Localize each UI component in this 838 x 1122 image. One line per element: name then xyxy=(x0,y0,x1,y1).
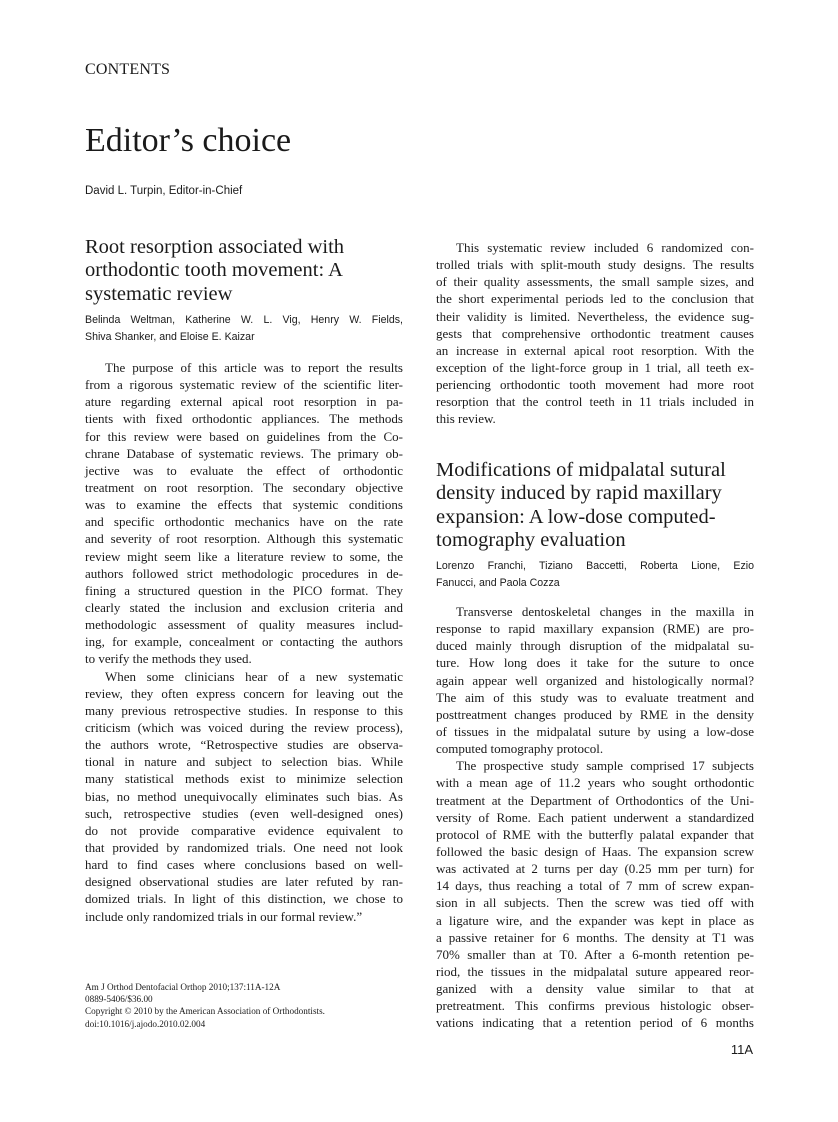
text-line: tients with fixed orthodontic appliances. The methods xyxy=(85,411,403,427)
title-line: Root resorption associated with xyxy=(85,236,345,258)
text-line: posttreatment changes produced by RME in the density xyxy=(436,706,754,722)
text-line: do not provide comparative evidence equivalent to xyxy=(85,822,403,838)
text-line: ganized with a density value similar to that at xyxy=(436,981,754,997)
text-line: chrane Database of systematic reviews. The primary ob- xyxy=(85,445,403,461)
article1-body-right xyxy=(436,239,754,428)
paragraph xyxy=(436,757,754,1031)
text-line: The aim of this study was to evaluate treatment and xyxy=(436,689,754,705)
footer-line: Copyright © 2010 by the American Association of Orthodontists. xyxy=(85,1006,325,1017)
text-line: The prospective study sample comprised 17 subjects xyxy=(456,758,754,774)
text-line: ature regarding external apical root resorption in pa- xyxy=(85,394,403,410)
text-line: include only randomized trials in our formal review.” xyxy=(85,908,363,924)
text-line: computed tomography protocol. xyxy=(436,741,604,757)
text-line: riod, the tissues in the midpalatal suture appeared reor- xyxy=(436,963,754,979)
text-line: again appear well organized and histologically normal? xyxy=(436,672,754,688)
paragraph xyxy=(85,668,403,925)
text-line: response to rapid maxillary expansion (RME) are pro- xyxy=(436,621,754,637)
text-line: Transverse dentoskeletal changes in the maxilla in xyxy=(456,604,754,619)
paragraph xyxy=(85,359,403,668)
text-line: and specific orthodontic mechanics have on the rate xyxy=(85,514,403,530)
text-line: of their quality assessments, the small sample sizes, and xyxy=(436,274,754,290)
text-line: 14 days, thus reaching a total of 7 mm of screw expan- xyxy=(436,878,754,894)
text-line: versity of Rome. Each patient underwent a standardized xyxy=(436,809,754,825)
title-line: expansion: A low-dose computed- xyxy=(436,505,716,528)
text-line: ing, for example, concealment or contacting the authors xyxy=(85,634,403,650)
text-line: was activated at 2 turns per day (0.25 mm per turn) for xyxy=(436,861,754,877)
title-line: tomography evaluation xyxy=(436,528,626,551)
title-line: systematic review xyxy=(85,282,233,305)
text-line: clearly stated the inclusion and exclusion criteria and xyxy=(85,599,403,615)
text-line: many statistical methods exist to minimize selection xyxy=(85,771,403,787)
text-line: the short experimental periods led to the conclusion that xyxy=(436,291,754,307)
article1-title xyxy=(85,236,403,306)
text-line: with a mean age of 11.2 years who sought orthodontic xyxy=(436,775,754,791)
text-line: pretreatment. This confirms previous histologic obser- xyxy=(436,998,754,1014)
author-line: Fanucci, and Paola Cozza xyxy=(436,577,560,589)
text-line: exception of the light-force group in 1 trial, all teeth ex- xyxy=(436,359,754,375)
author-line: Shiva Shanker, and Eloise E. Kaizar xyxy=(85,331,255,343)
article2-authors xyxy=(436,558,754,592)
text-line: sion in all subjects. Then the screw was tied off with xyxy=(436,895,754,911)
text-line: designed observational studies are later refuted by ran- xyxy=(85,874,403,890)
article1-authors xyxy=(85,312,403,346)
title-line: Modifications of midpalatal sutural xyxy=(436,459,726,481)
text-line: to verify the methods they used. xyxy=(85,651,252,667)
text-line: many previous retrospective studies. In response to this xyxy=(85,702,403,718)
text-line: followed the basic design of Haas. The expansion screw xyxy=(436,843,754,859)
author-line: Belinda Weltman, Katherine W. L. Vig, Henry W. Fields, xyxy=(85,314,403,326)
text-line: treatment on root resorption. The secondary objective xyxy=(85,479,403,495)
citation-footer xyxy=(85,981,325,1030)
text-line: jective was to evaluate the effect of orthodontic xyxy=(85,462,403,478)
text-line: the authors wrote, “Retrospective studies are observa- xyxy=(85,737,403,753)
page-number: 11A xyxy=(730,1042,753,1057)
editor-byline: David L. Turpin, Editor-in-Chief xyxy=(85,185,243,197)
text-line: an increase in external apical root resorption. With the xyxy=(436,342,754,358)
text-line: When some clinicians hear of a new systematic xyxy=(105,668,403,684)
text-line: criticism (which was voiced during the review process), xyxy=(85,719,403,735)
text-line: resorption that the control teeth in 11 trials included in xyxy=(436,394,754,410)
text-line: such, retrospective studies (even well-designed ones) xyxy=(85,805,403,821)
text-line: methodologic assessment of quality measures includ- xyxy=(85,617,403,633)
text-line: ture. How long does it take for the suture to once xyxy=(436,655,754,671)
text-line: and severity of root resorption. Although this systematic xyxy=(85,531,403,547)
text-line: that provided by randomized trials. One need not look xyxy=(85,839,403,855)
footer-line: 0889-5406/$36.00 xyxy=(85,994,153,1005)
footer-line: Am J Orthod Dentofacial Orthop 2010;137:11A-12A xyxy=(85,982,281,992)
text-line: was to examine the effects that systemic conditions xyxy=(85,497,403,513)
article2-title xyxy=(436,459,754,552)
text-line: bias, no method unequivocally eliminates such bias. As xyxy=(85,788,403,804)
text-line: treatment at the Department of Orthodontics of the Uni- xyxy=(436,792,754,808)
text-line: their validity is limited. Nevertheless, the evidence sug- xyxy=(436,308,754,324)
text-line: for this review were based on guidelines from the Co- xyxy=(85,428,403,444)
title-line: orthodontic tooth movement: A xyxy=(85,259,343,282)
footer-line: doi:10.1016/j.ajodo.2010.02.004 xyxy=(85,1018,206,1029)
text-line: a passive retainer for 6 months. The density at T1 was xyxy=(436,929,754,945)
text-line: authors followed strict methodologic procedures in de- xyxy=(85,565,403,581)
text-line: a ligature wire, and the expander was kept in place as xyxy=(436,912,754,928)
text-line: from a rigorous systematic review of the scientific liter- xyxy=(85,377,403,393)
text-line: protocol of RME with the butterfly palatal expander that xyxy=(436,826,754,842)
article2-body xyxy=(436,603,754,1032)
text-line: review might seem like a literature review to some, the xyxy=(85,548,403,564)
text-line: tional in nature and subject to selection bias. While xyxy=(85,754,403,770)
text-line: fining a structured question in the PICO format. They xyxy=(85,582,403,598)
text-line: duced mainly through disruption of the midpalatal su- xyxy=(436,638,754,654)
text-line: review, they often express concern for leaving out the xyxy=(85,685,403,701)
text-line: The purpose of this article was to report the results xyxy=(105,360,403,375)
paragraph xyxy=(436,239,754,428)
section-label: CONTENTS xyxy=(85,61,171,78)
text-line: This systematic review included 6 randomized con- xyxy=(456,240,754,255)
title-line: density induced by rapid maxillary xyxy=(436,482,722,505)
text-line: this review. xyxy=(436,411,496,427)
text-line: hard to find cases where conclusions based on well- xyxy=(85,857,403,873)
text-line: vations indicating that a retention period of 6 months xyxy=(436,1015,754,1031)
page-title: Editor’s choice xyxy=(85,122,292,159)
text-line: 70% smaller than at T0. After a 6-month retention pe- xyxy=(436,946,754,962)
paragraph xyxy=(436,603,754,757)
article1-body-left xyxy=(85,359,403,925)
text-line: trolled trials with split-mouth study designs. The results xyxy=(436,257,754,273)
text-line: of tissues in the midpalatal suture by using a low-dose xyxy=(436,723,754,739)
text-line: gests that comprehensive orthodontic treatment causes xyxy=(436,325,754,341)
text-line: domized trials. In light of this distinction, we chose to xyxy=(85,891,403,907)
text-line: periencing orthodontic tooth movement had more root xyxy=(436,377,754,393)
author-line: Lorenzo Franchi, Tiziano Baccetti, Roberta Lione, Ezio xyxy=(436,560,754,572)
